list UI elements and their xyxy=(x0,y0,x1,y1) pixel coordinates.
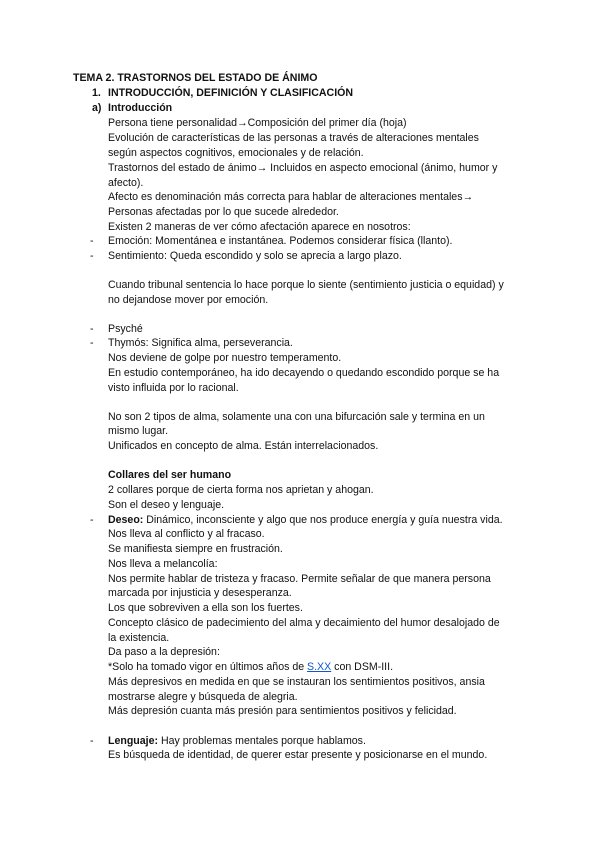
deseo-line: la existencia. xyxy=(108,632,170,644)
deseo-line: Concepto clásico de padecimiento del alma y decaimiento del humor desalojado de xyxy=(108,617,500,629)
list-item-sentimiento: Sentimiento: Queda escondido y solo se aprecia a largo plazo. xyxy=(108,250,402,262)
deseo-line: Más depresión cuanta más presión para sentimientos positivos y felicidad. xyxy=(108,705,457,717)
section-heading: INTRODUCCIÓN, DEFINICIÓN Y CLASIFICACIÓN xyxy=(108,87,354,99)
tribunal-line: no dejandose mover por emoción. xyxy=(108,294,269,306)
list-item-emocion: Emoción: Momentánea e instantánea. Podemos considerar física (llanto). xyxy=(108,235,453,247)
thymos-line: En estudio contemporáneo, ha ido decayendo o quedando escondido porque se ha xyxy=(108,367,500,379)
subsection-letter: a) xyxy=(92,102,102,114)
vigor-text-end: con DSM-III. xyxy=(331,661,394,673)
thymos-line: visto influida por lo racional. xyxy=(108,382,239,394)
deseo-line: marcada por injusticia y desesperanza. xyxy=(108,587,292,599)
lenguaje-first-line xyxy=(108,734,366,748)
vigor-text: *Solo ha tomado vigor en últimos años de xyxy=(108,661,308,673)
deseo-line: Nos permite hablar de tristeza y fracaso. Permite señalar de que manera persona xyxy=(108,573,491,585)
intro-line: Trastornos del estado de ánimo→ Incluidos en aspecto emocional (ánimo, humor y xyxy=(108,162,498,174)
vigor-line xyxy=(108,660,393,674)
intro-line: Existen 2 maneras de ver cómo afectación aparece en nosotros: xyxy=(108,221,411,233)
lenguaje-line: Es búsqueda de identidad, de querer estar presente y posicionarse en el mundo. xyxy=(108,749,488,761)
deseo-line: Da paso a la depresión: xyxy=(108,646,220,658)
list-bullet: - xyxy=(90,250,94,262)
thymos-line: Nos deviene de golpe por nuestro temperamento. xyxy=(108,352,342,364)
sxx-link[interactable]: S.XX xyxy=(307,661,332,673)
intro-line: Evolución de características de las personas a través de alteraciones mentales xyxy=(108,132,479,144)
thymos-line: Thymós: Significa alma, perseverancia. xyxy=(108,337,293,349)
deseo-line: mostrarse alegre y búsqueda de alegria. xyxy=(108,691,298,703)
collares-heading: Collares del ser humano xyxy=(108,469,232,481)
subsection-heading: Introducción xyxy=(108,102,173,114)
lenguaje-label: Lenguaje: xyxy=(108,735,159,747)
deseo-definition: Dinámico, inconsciente y algo que nos produce energía y guía nuestra vida. xyxy=(143,514,503,526)
intro-line: Afecto es denominación más correcta para hablar de alteraciones mentales→ xyxy=(108,191,474,203)
deseo-line: Nos lleva a melancolía: xyxy=(108,558,218,570)
alma-line: mismo lugar. xyxy=(108,425,169,437)
alma-line: No son 2 tipos de alma, solamente una con una bifurcación sale y termina en un xyxy=(108,411,485,423)
document-title: TEMA 2. TRASTORNOS DEL ESTADO DE ÁNIMO xyxy=(73,72,318,84)
list-item-psyche: Psyché xyxy=(108,323,143,335)
collares-line: 2 collares porque de cierta forma nos aprietan y ahogan. xyxy=(108,484,374,496)
deseo-line: Nos lleva al conflicto y al fracaso. xyxy=(108,528,265,540)
section-number: 1. xyxy=(92,87,101,99)
intro-line: Personas afectadas por lo que sucede alrededor. xyxy=(108,206,339,218)
list-bullet: - xyxy=(90,735,94,747)
alma-line: Unificados en concepto de alma. Están interrelacionados. xyxy=(108,440,379,452)
tribunal-line: Cuando tribunal sentencia lo hace porque lo siente (sentimiento justicia o equidad) y xyxy=(108,279,504,291)
deseo-first-line xyxy=(108,513,503,527)
intro-line: según aspectos cognitivos, emocionales y de relación. xyxy=(108,147,364,159)
intro-line: Persona tiene personalidad→Composición del primer día (hoja) xyxy=(108,117,407,129)
deseo-line: Más depresivos en medida en que se instauran los sentimientos positivos, ansia xyxy=(108,676,485,688)
deseo-line: Los que sobreviven a ella son los fuertes. xyxy=(108,602,303,614)
list-bullet: - xyxy=(90,337,94,349)
list-bullet: - xyxy=(90,323,94,335)
list-bullet: - xyxy=(90,235,94,247)
collares-line: Son el deseo y lenguaje. xyxy=(108,499,225,511)
lenguaje-definition: Hay problemas mentales porque hablamos. xyxy=(158,735,366,747)
list-bullet: - xyxy=(90,514,94,526)
intro-line: afecto). xyxy=(108,177,144,189)
deseo-label: Deseo: xyxy=(108,514,144,526)
deseo-line: Se manifiesta siempre en frustración. xyxy=(108,543,283,555)
